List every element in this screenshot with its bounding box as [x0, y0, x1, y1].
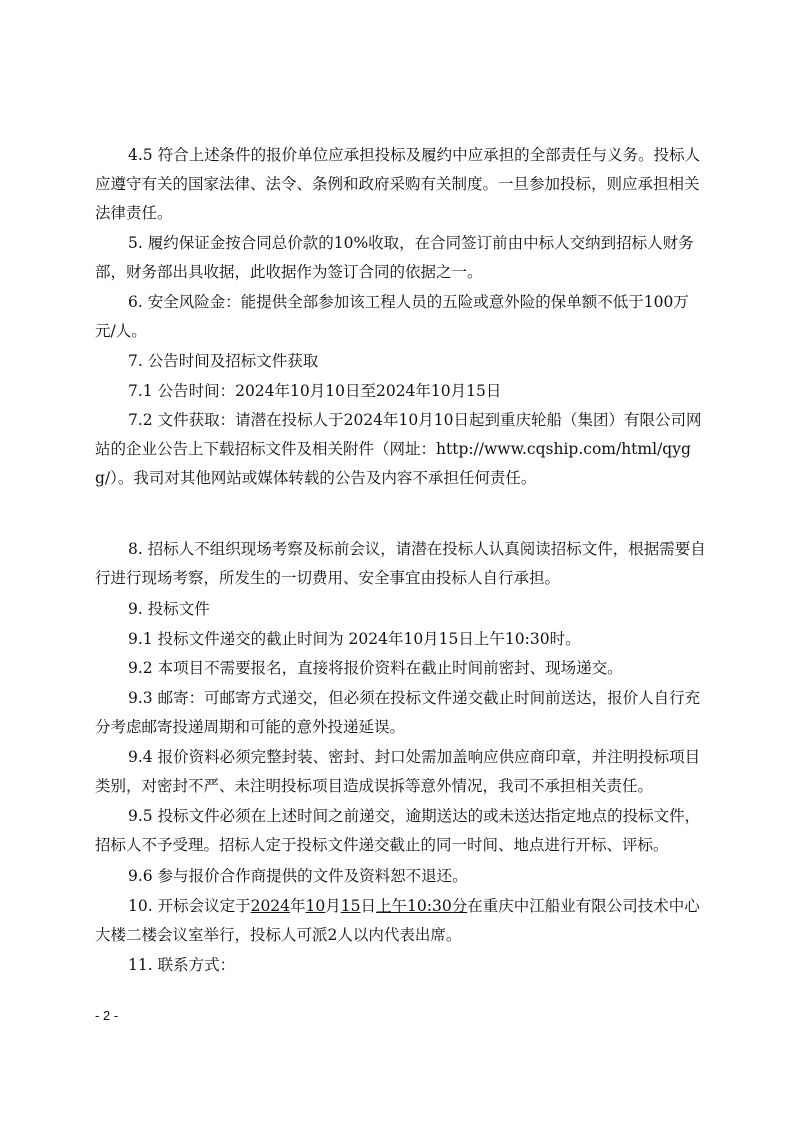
- paragraph-9-6: 9.6 参与报价合作商提供的文件及资料恕不退还。: [128, 867, 468, 885]
- page-number: - 2 -: [95, 1008, 119, 1023]
- p10-month-unit: 月: [325, 897, 341, 915]
- p10-prefix: 10. 开标会议定于: [128, 897, 251, 915]
- p10-day: 15: [340, 897, 361, 915]
- paragraph-9-5: 9.5 投标文件必须在上述时间之前递交，逾期送达的或未送达指定地点的投标文件，招标人不予受理。招标人定于投标文件递交截止的同一时间、地点进行开标、评标。: [95, 807, 701, 855]
- p10-time-unit: 分: [451, 897, 468, 915]
- paragraph-9-1: 9.1 投标文件递交的截止时间为 2024年10月15日上午10:30时。: [128, 630, 581, 648]
- p10-year-unit: 年: [290, 897, 306, 915]
- paragraph-8: 8. 招标人不组织现场考察及标前会议，请潜在投标人认真阅读招标文件，根据需要自行进行现场考察，所发生的一切费用、安全事宜由投标人自行承担。: [95, 540, 706, 588]
- paragraph-7-1: 7.1 公告时间：2024年10月10日至2024年10月15日: [128, 382, 502, 400]
- paragraph-11: 11. 联系方式：: [128, 956, 236, 974]
- paragraph-6: 6. 安全风险金：能提供全部参加该工程人员的五险或意外险的保单额不低于100万元/人。: [95, 293, 689, 341]
- paragraph-5: 5. 履约保证金按合同总价款的10%收取，在合同签订前由中标人交纳到招标人财务部，财务部出具收据，此收据作为签订合同的依据之一。: [95, 234, 694, 282]
- paragraph-10: [95, 892, 707, 950]
- paragraph-7-2: 7.2 文件获取：请潜在投标人于2024年10月10日起到重庆轮船（集团）有限公司网站的企业公告上下载招标文件及相关附件（网址：http://www.cqship.com/html/qygg/）。我司对其他网站或媒体转载的公告及内容不承担任何责任。: [95, 411, 702, 488]
- p10-suffix: 在重庆中江船业有限公司技术中心大楼二楼会议室举行，投标人可派2人以内代表出席。: [95, 897, 700, 945]
- p10-year: 2024: [250, 897, 291, 915]
- p10-month: 10: [305, 897, 326, 915]
- paragraph-4-5: 4.5 符合上述条件的报价单位应承担投标及履约中应承担的全部责任与义务。投标人应遵守有关的国家法律、法令、条例和政府采购有关制度。一旦参加投标，则应承担相关法律责任。: [95, 146, 701, 223]
- paragraph-9: 9. 投标文件: [128, 600, 210, 618]
- paragraph-9-4: 9.4 报价资料必须完整封装、密封、封口处需加盖响应供应商印章，并注明投标项目类别，对密封不严、未注明投标项目造成误拆等意外情况，我司不承担相关责任。: [95, 748, 701, 796]
- p10-day-unit: 日: [360, 897, 377, 915]
- paragraph-9-3: 9.3 邮寄：可邮寄方式递交，但必须在投标文件递交截止时间前送达，报价人自行充分考虑邮寄投递周期和可能的意外投递延误。: [95, 689, 701, 737]
- p10-time: 上午10:30: [376, 897, 452, 915]
- paragraph-7: 7. 公告时间及招标文件获取: [128, 352, 319, 370]
- paragraph-9-2: 9.2 本项目不需要报名，直接将报价资料在截止时间前密封、现场递交。: [128, 659, 623, 677]
